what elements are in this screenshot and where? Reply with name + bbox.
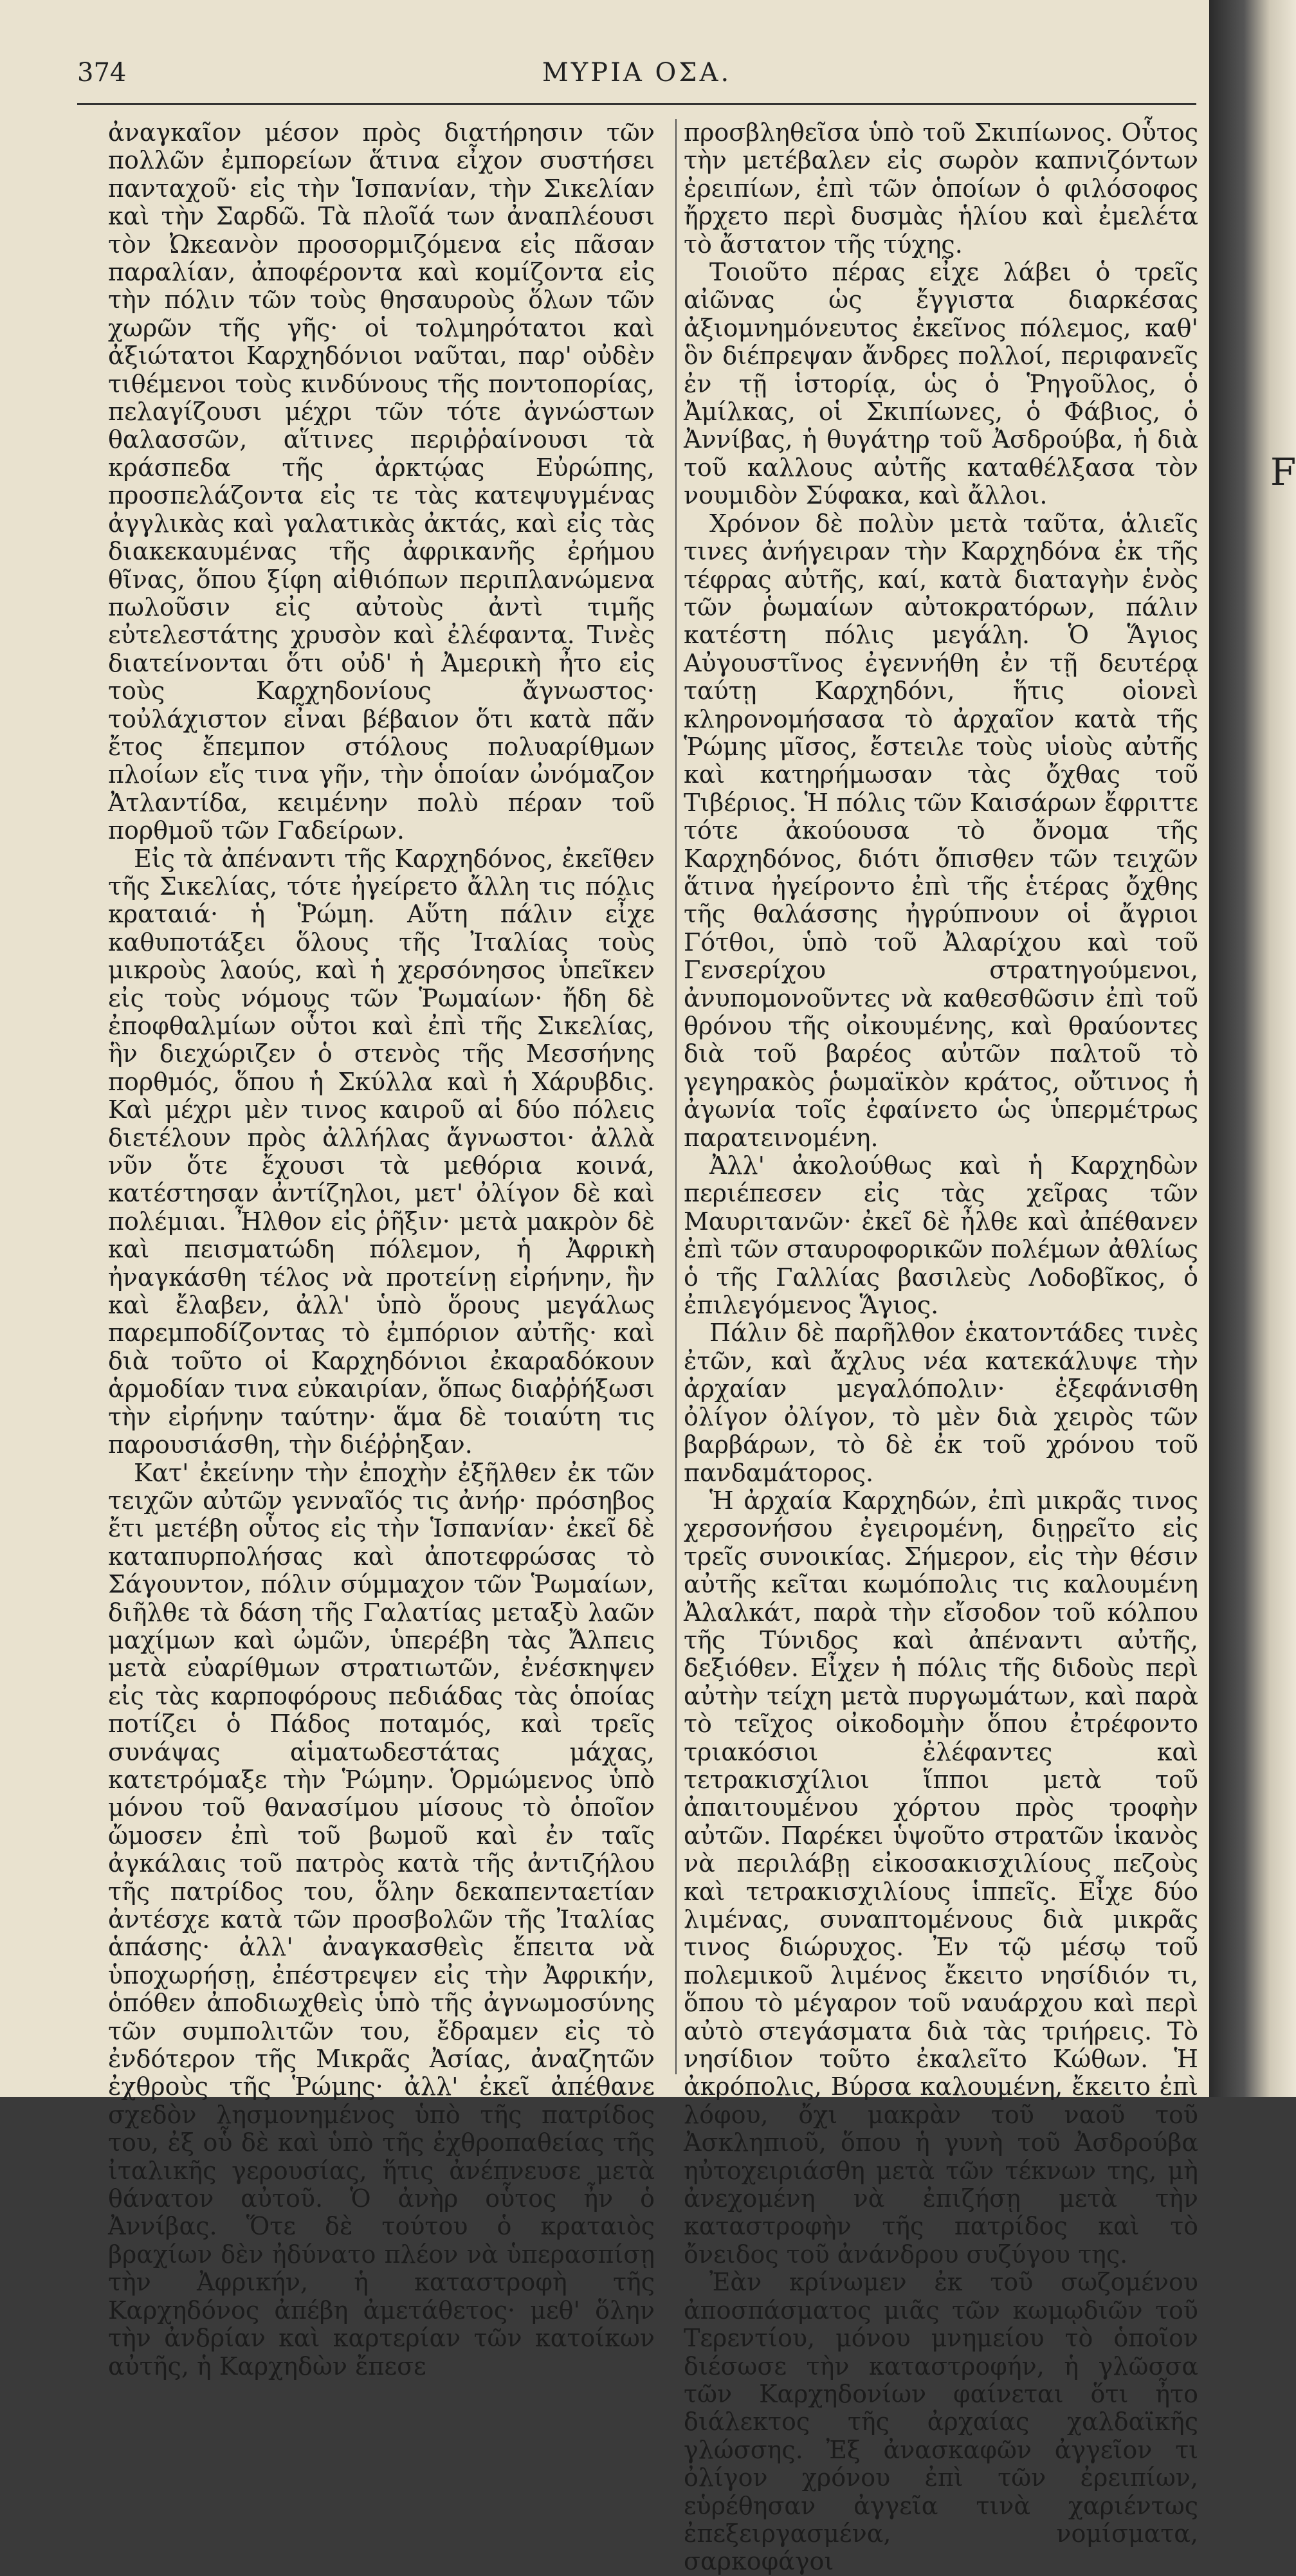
page-header <box>77 58 1196 96</box>
column-divider <box>675 119 677 2074</box>
paragraph: Εἰς τὰ ἀπέναντι τῆς Καρχηδόνος, ἐκεῖθεν τῆς Σικελίας, τότε ἠγείρετο ἄλλη τις πόλις κραταιά· ἡ Ῥώμη. Αὕτη πάλιν εἶχε καθυποτάξει ὅλους τῆς Ἰταλίας τοὺς μικροὺς λαούς, καὶ ἡ χερσόνησος ὑπεῖκεν εἰς τοὺς νόμους τῶν Ῥωμαίων· ἤδη δὲ ἐποφθαλμίων οὗτοι καὶ ἐπὶ τῆς Σικελίας, ἣν διεχώριζεν ὁ στενὸς τῆς Μεσσήνης πορθμός, ὅπου ἡ Σκύλλα καὶ ἡ Χάρυβδις. Καὶ μέχρι μὲν τινος καιροῦ αἱ δύο πόλεις διετέλουν πρὸς ἀλλήλας ἄγνωστοι· ἀλλὰ νῦν ὅτε ἔχουσι τὰ μεθόρια κοινά, κατέστησαν ἀντίζηλοι, μετ' ὀλίγον δὲ καὶ πολέμιαι. Ἦλθον εἰς ῥῆξιν· μετὰ μακρὸν δὲ καὶ πεισματώδη πόλεμον, ἡ Ἀφρικὴ ἠναγκάσθη τέλος νὰ προτείνῃ εἰρήνην, ἣν καὶ ἔλαβεν, ἀλλ' ὑπὸ ὅρους μεγάλως παρεμποδίζοντας τὸ ἐμπόριον αὐτῆς· καὶ διὰ τοῦτο οἱ Καρχηδόνιοι ἐκαραδόκουν ἁρμοδίαν τινα εὐκαιρίαν, ὅπως διαῤῥήξωσι τὴν εἰρήνην ταύτην· ἅμα δὲ τοιαύτη τις παρουσιάσθη, τὴν διέῤῥηξαν. <box>108 844 655 1459</box>
paragraph: Ἀλλ' ἀκολούθως καὶ ἡ Καρχηδὼν περιέπεσεν εἰς τὰς χεῖρας τῶν Μαυριτανῶν· ἐκεῖ δὲ ἦλθε καὶ ἀπέθανεν ἐπὶ τῶν σταυροφορικῶν πολέμων ἀθλίως ὁ τῆς Γαλλίας βασιλεὺς Λοδοβῖκος, ὁ ἐπιλεγόμενος Ἅγιος. <box>684 1151 1198 1320</box>
paragraph: ἀναγκαῖον μέσον πρὸς διατήρησιν τῶν πολλῶν ἐμπορείων ἅτινα εἶχον συστήσει πανταχοῦ· εἰς τὴν Ἱσπανίαν, τὴν Σικελίαν καὶ τὴν Σαρδῶ. Τὰ πλοῖά των ἀναπλέουσι τὸν Ὠκεανὸν προσορμιζόμενα εἰς πᾶσαν παραλίαν, ἀποφέροντα καὶ κομίζοντα εἰς τὴν πόλιν τῶν τοὺς θησαυροὺς ὅλων τῶν χωρῶν τῆς γῆς· οἱ τολμηρότατοι καὶ ἀξιώτατοι Καρχηδόνιοι ναῦται, παρ' οὐδὲν τιθέμενοι τοὺς κινδύνους τῆς ποντοπορίας, πελαγίζουσι μέχρι τῶν τότε ἀγνώστων θαλασσῶν, αἵτινες περιῤῥαίνουσι τὰ κράσπεδα τῆς ἀρκτῴας Εὐρώπης, προσπελάζοντα εἰς τε τὰς κατεψυγμένας ἀγγλικὰς καὶ γαλατικὰς ἀκτάς, καὶ εἰς τὰς διακεκαυμένας τῆς ἀφρικανῆς ἐρήμου θῖνας, ὅπου ξίφη αἰθιόπων περιπλανώμενα πωλοῦσιν εἰς αὐτοὺς ἀντὶ τιμῆς εὐτελεστάτης χρυσὸν καὶ ἐλέφαντα. Τινὲς διατείνονται ὅτι οὐδ' ἡ Ἀμερικὴ ἦτο εἰς τοὺς Καρχηδονίους ἄγνωστος· τοὐλάχιστον εἶναι βέβαιον ὅτι κατὰ πᾶν ἔτος ἔπεμπον στόλους πολυαρίθμων πλοίων εἴς τινα γῆν, τὴν ὁποίαν ὠνόμαζον Ἀτλαντίδα, κειμένην πολὺ πέραν τοῦ πορθμοῦ τῶν Γαδείρων. <box>108 118 655 845</box>
running-title: ΜΥΡΙΑ ΟΣΑ. <box>542 58 732 87</box>
header-rule <box>77 103 1196 105</box>
paragraph: Τοιοῦτο πέρας εἶχε λάβει ὁ τρεῖς αἰῶνας ὡς ἔγγιστα διαρκέσας ἀξιομνημόνευτος ἐκεῖνος πόλεμος, καθ' ὃν διέπρεψαν ἄνδρες πολλοί, περιφανεῖς ἐν τῇ ἱστορίᾳ, ὡς ὁ Ῥηγοῦλος, ὁ Ἀμίλκας, οἱ Σκιπίωνες, ὁ Φάβιος, ὁ Ἀννίβας, ἡ θυγάτηρ τοῦ Ἀσδρούβα, ἡ διὰ τοῦ καλλους αὐτῆς καταθέλξασα τὸν νουμιδὸν Σύφακα, καὶ ἄλλοι. <box>684 258 1198 510</box>
left-column <box>108 118 655 2380</box>
right-column <box>684 118 1198 2576</box>
paragraph: Ἐὰν κρίνωμεν ἐκ τοῦ σωζομένου ἀποσπάσματος μιᾶς τῶν κωμῳδιῶν τοῦ Τερεντίου, μόνου μνημείου τὸ ὁποῖον διέσωσε τὴν καταστροφήν, ἡ γλῶσσα τῶν Καρχηδονίων φαίνεται ὅτι ἦτο διάλεκτος τῆς ἀρχαίας χαλδαϊκῆς γλώσσης. Ἐξ ἀνασκαφῶν ἀγγεῖον τι ὀλίγον χρόνου ἐπὶ τῶν ἐρειπίων, εὑρέθησαν ἀγγεῖα τινὰ χαριέντως ἐπεξειργασμένα, νομίσματα, σαρκοφάγοι <box>684 2268 1198 2576</box>
paragraph: Κατ' ἐκείνην τὴν ἐποχὴν ἐξῆλθεν ἐκ τῶν τειχῶν αὐτῶν γενναῖός τις ἀνήρ· πρόσηβος ἔτι μετέβη οὗτος εἰς τὴν Ἱσπανίαν· ἐκεῖ δὲ καταπυρπολήσας καὶ ἀποτεφρώσας τὸ Σάγουντον, πόλιν σύμμαχον τῶν Ῥωμαίων, διῆλθε τὰ δάση τῆς Γαλατίας μεταξὺ λαῶν μαχίμων καὶ ὠμῶν, ὑπερέβη τὰς Ἄλπεις μετὰ εὐαρίθμων στρατιωτῶν, ἐνέσκηψεν εἰς τὰς καρποφόρους πεδιάδας τὰς ὁποίας ποτίζει ὁ Πάδος ποταμός, καὶ τρεῖς συνάψας αἱματωδεστάτας μάχας, κατετρόμαξε τὴν Ῥώμην. Ὁρμώμενος ὑπὸ μόνου τοῦ θανασίμου μίσους τὸ ὁποῖον ὤμοσεν ἐπὶ τοῦ βωμοῦ καὶ ἐν ταῖς ἀγκάλαις τοῦ πατρὸς κατὰ τῆς ἀντιζήλου τῆς πατρίδος του, ὅλην δεκαπενταετίαν ἀντέσχε κατὰ τῶν προσβολῶν τῆς Ἰταλίας ἁπάσης· ἀλλ' ἀναγκασθεὶς ἔπειτα νὰ ὑποχωρήσῃ, ἐπέστρεψεν εἰς τὴν Ἀφρικήν, ὁπόθεν ἀποδιωχθεὶς ὑπὸ τῆς ἀγνωμοσύνης τῶν συμπολιτῶν του, ἔδραμεν εἰς τὸ ἐνδότερον τῆς Μικρᾶς Ἀσίας, ἀναζητῶν ἐχθροὺς τῆς Ῥώμης· ἀλλ' ἐκεῖ ἀπέθανε σχεδὸν λησμονημένος ὑπὸ τῆς πατρίδος του, ἐξ οὗ δὲ καὶ ὑπὸ τῆς ἐχθροπαθείας τῆς ἰταλικῆς γερουσίας, ἥτις ἀνέπνευσε μετὰ θάνατον αὐτοῦ. Ὁ ἀνὴρ οὗτος ἦν ὁ Ἀννίβας. Ὅτε δὲ τούτου ὁ κραταιὸς βραχίων δὲν ἠδύνατο πλέον νὰ ὑπερασπίσῃ τὴν Ἀφρικήν, ἡ καταστροφὴ τῆς Καρχηδόνος ἀπέβη ἀμετάθετος· μεθ' ὅλην τὴν ἀνδρίαν καὶ καρτερίαν τῶν κατοίκων αὐτῆς, ἡ Καρχηδὼν ἔπεσε <box>108 1458 655 2380</box>
facing-page-edge <box>1209 0 1296 2097</box>
paragraph: προσβληθεῖσα ὑπὸ τοῦ Σκιπίωνος. Οὗτος τὴν μετέβαλεν εἰς σωρὸν καπνιζόντων ἐρειπίων, ἐπὶ τῶν ὁποίων ὁ φιλόσοφος ἤρχετο περὶ δυσμὰς ἡλίου καὶ ἐμελέτα τὸ ἄστατον τῆς τύχης. <box>684 118 1198 259</box>
paragraph: Χρόνον δὲ πολὺν μετὰ ταῦτα, ἁλιεῖς τινες ἀνήγειραν τὴν Καρχηδόνα ἐκ τῆς τέφρας αὐτῆς, καί, κατὰ διαταγὴν ἑνὸς τῶν ῥωμαίων αὐτοκρατόρων, πάλιν κατέστη πόλις μεγάλη. Ὁ Ἅγιος Αὐγουστῖνος ἐγεννήθη ἐν τῇ δευτέρᾳ ταύτῃ Καρχηδόνι, ἥτις οἱονεὶ κληρονομήσασα τὸ ἀρχαῖον κατὰ τῆς Ῥώμης μῖσος, ἔστειλε τοὺς υἱοὺς αὐτῆς καὶ κατηρήμωσαν τὰς ὄχθας τοῦ Τιβέριος. Ἡ πόλις τῶν Καισάρων ἔφριττε τότε ἀκούουσα τὸ ὄνομα τῆς Καρχηδόνος, διότι ὄπισθεν τῶν τειχῶν ἅτινα ἠγείροντο ἐπὶ τῆς ἑτέρας ὄχθης τῆς θαλάσσης ἠγρύπνουν οἱ ἄγριοι Γότθοι, ὑπὸ τοῦ Ἀλαρίχου καὶ τοῦ Γενσερίχου στρατηγούμενοι, ἀνυπομονοῦντες νὰ καθεσθῶσιν ἐπὶ τοῦ θρόνου τῆς οἰκουμένης, καὶ θραύοντες διὰ τοῦ βαρέος αὐτῶν παλτοῦ τὸ γεγηρακὸς ῥωμαϊκὸν κράτος, οὔτινος ἡ ἀγωνία τοῖς ἐφαίνετο ὡς ὑπερμέτρως παρατεινομένη. <box>684 509 1198 1152</box>
paragraph: Ἡ ἀρχαία Καρχηδών, ἐπὶ μικρᾶς τινος χερσονήσου ἐγειρομένη, διῃρεῖτο εἰς τρεῖς συνοικίας. Σήμερον, εἰς τὴν θέσιν αὐτῆς κεῖται κωμόπολις τις καλουμένη Ἀλαλκάτ, παρὰ τὴν εἴσοδον τοῦ κόλπου τῆς Τύνιδος καὶ ἀπέναντι αὐτῆς, δεξιόθεν. Εἶχεν ἡ πόλις τῆς διδοὺς περὶ αὐτὴν τείχη μετὰ πυργωμάτων, καὶ παρὰ τὸ τεῖχος οἰκοδομὴν ὅπου ἐτρέφοντο τριακόσιοι ἐλέφαντες καὶ τετρακισχίλιοι ἵπποι μετὰ τοῦ ἀπαιτουμένου χόρτου πρὸς τροφὴν αὐτῶν. Παρέκει ὑψοῦτο στρατῶν ἱκανὸς νὰ περιλάβῃ εἰκοσακισχιλίους πεζοὺς καὶ τετρακισχιλίους ἱππεῖς. Εἶχε δύο λιμένας, συναπτομένους διὰ μικρᾶς τινος διώρυχος. Ἐν τῷ μέσῳ τοῦ πολεμικοῦ λιμένος ἔκειτο νησίδιόν τι, ὅπου τὸ μέγαρον τοῦ ναυάρχου καὶ περὶ αὐτὸ στεγάσματα διὰ τὰς τριήρεις. Τὸ νησίδιον τοῦτο ἐκαλεῖτο Κώθων. Ἡ ἀκρόπολις, Βύρσα καλουμένη, ἔκειτο ἐπὶ λόφου, ὄχι μακρὰν τοῦ ναοῦ τοῦ Ἀσκληπιοῦ, ὅπου ἡ γυνὴ τοῦ Ἀσδρούβα ηὐτοχειριάσθη μετὰ τῶν τέκνων της, μὴ ἀνεχομένη νὰ ἐπιζήσῃ μετὰ τὴν καταστροφὴν τῆς πατρίδος καὶ τὸ ὄνειδος τοῦ ἀνάνδρου συζύγου της. <box>684 1486 1198 2269</box>
page-number: 374 <box>77 58 127 87</box>
facing-page-fragment: F <box>1270 450 1296 494</box>
paragraph: Πάλιν δὲ παρῆλθον ἑκατοντάδες τινὲς ἐτῶν, καὶ ἄχλυς νέα κατεκάλυψε τὴν ἀρχαίαν μεγαλόπολιν· ἐξεφάνισθη ὀλίγον ὀλίγον, τὸ μὲν διὰ χειρὸς τῶν βαρβάρων, τὸ δὲ ἐκ τοῦ χρόνου τοῦ πανδαμάτορος. <box>684 1319 1198 1487</box>
